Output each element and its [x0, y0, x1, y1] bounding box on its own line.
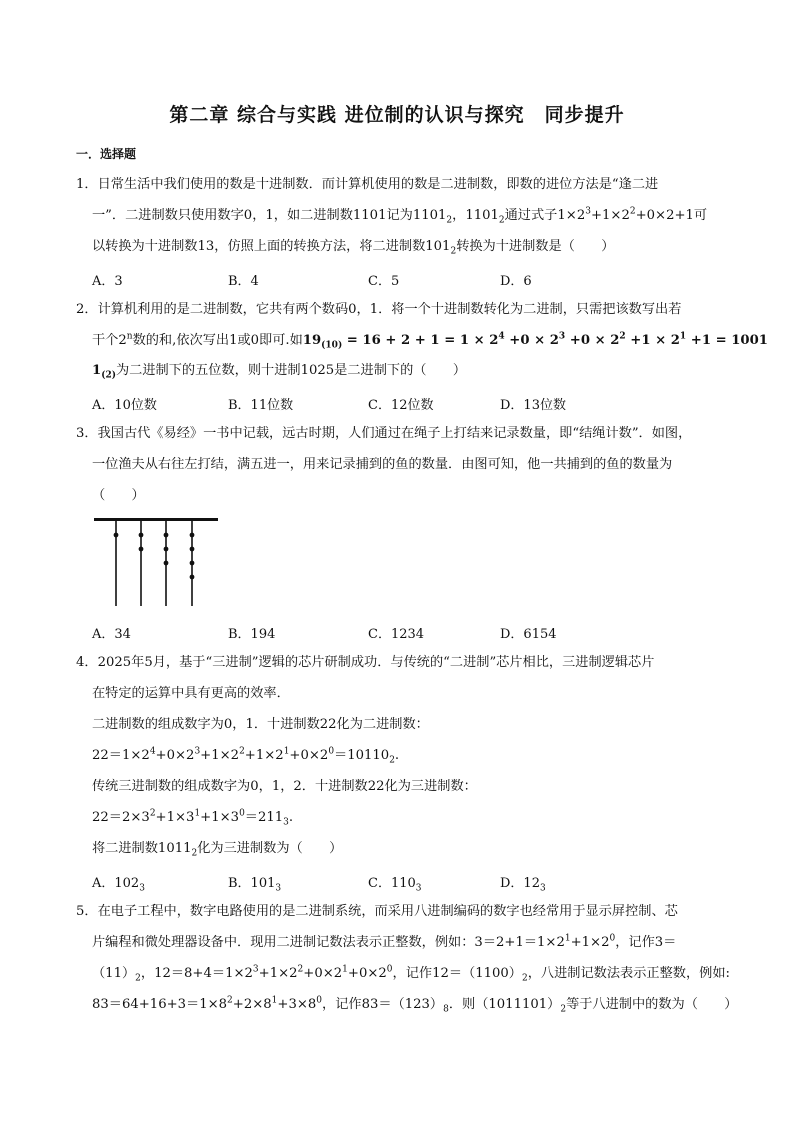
- rope-knot: [164, 561, 169, 566]
- q3-line-3: （ ）: [92, 488, 145, 503]
- q5-line-4: $83=64+16+3=1\times 8^2+2\times 8^1+3\times 8^0$，记作$83=(123)_8$．则$(1011101)_2$等于八进制中的数为（ ）: [92, 995, 738, 1015]
- rope-knot: [139, 533, 144, 538]
- q5-line-3: $(11)_2$，$12=8+4=1\times 2^3+1\times 2^2+0\times 2^1+0\times 2^0$，记作$12=(1100)_2$，八进制记数法表示正整数，例如:: [92, 964, 730, 984]
- q2-line-2: 干个2$^n$数的和,依次写出1或0即可.如$19_{(10)} = 16 + 2 + 1 = 1 \times 2^4 +0 \times 2^3 +0 \times 2^2 +1 \times 2^1 +1 = 1001$: [92, 331, 768, 351]
- q1-option-b[interactable]: B．4: [228, 274, 259, 289]
- knot-rope-figure: [94, 516, 220, 608]
- q4-line-2: 在特定的运算中具有更高的效率．: [92, 686, 290, 701]
- rope-knot: [190, 547, 195, 552]
- q1-option-d[interactable]: D．6: [500, 274, 532, 289]
- q2-line-1: 2．计算机利用的是二进制数，它共有两个数码0，1．将一个十进制数转化为二进制，只需把该数写出若: [76, 302, 682, 317]
- q1-option-c[interactable]: C．5: [368, 274, 400, 289]
- rope-knot: [164, 547, 169, 552]
- page-title: 第二章 综合与实践 进位制的认识与探究 同步提升: [169, 104, 625, 126]
- rope-knot: [190, 575, 195, 580]
- q4-option-b[interactable]: B．$101_3$: [228, 876, 282, 894]
- q4-option-c[interactable]: C．$110_3$: [368, 876, 422, 894]
- q4-option-a[interactable]: A．$102_3$: [92, 876, 145, 894]
- q5-line-1: 5．在电子工程中，数字电路使用的是二进制系统，而采用八进制编码的数字也经常用于显示屏控制、芯: [76, 904, 678, 919]
- q3-option-d[interactable]: D．6154: [500, 627, 557, 642]
- q2-option-d[interactable]: D．13位数: [500, 398, 566, 413]
- q3-line-2: 一位渔夫从右往左打结，满五进一，用来记录捕到的鱼的数量．由图可知，他一共捕到的鱼的数量为: [92, 457, 673, 472]
- q4-line-3: 二进制数的组成数字为0，1．十进制数22化为二进制数：: [92, 717, 429, 732]
- q5-line-2: 片编程和微处理器设备中．现用二进制记数法表示正整数，例如：$3=2+1=1\times 2^1+1\times 2^0$，记作3＝: [92, 933, 677, 950]
- q2-line-3: $1_{(2)}$为二进制下的五位数，则十进制1025是二进制下的（ ）: [92, 363, 467, 381]
- q1-line-2: 一”．二进制数只使用数字0，1，如二进制数1101记为$1101_2$，$1101_2$通过式子$1\times 2^3+1\times 2^2+0\times 2+1$可: [92, 206, 708, 226]
- q1-option-a[interactable]: A．3: [92, 274, 123, 289]
- q4-line-5: 传统三进制数的组成数字为0，1，2．十进制数22化为三进制数：: [92, 779, 477, 794]
- rope-knot: [164, 533, 169, 538]
- q3-option-b[interactable]: B．194: [228, 627, 276, 642]
- q4-line-7: 将二进制数$1011_2$化为三进制数为（ ）: [92, 841, 343, 859]
- rope-knot: [139, 547, 144, 552]
- rope-knot: [190, 533, 195, 538]
- top-rope: [94, 518, 218, 521]
- q4-line-4: $22=1\times 2^4+0\times 2^3+1\times 2^2+1\times 2^1+0\times 2^0=10110_2$.: [92, 746, 400, 766]
- q1-line-1: 1．日常生活中我们使用的数是十进制数．而计算机使用的数是二进制数，即数的进位方法是“逢二进: [76, 177, 659, 192]
- q4-line-6: $22=2\times 3^2+1\times 3^1+1\times 3^0=211_3$.: [92, 808, 294, 828]
- section-heading: 一．选择题: [76, 147, 137, 161]
- rope-knot: [114, 533, 119, 538]
- rope-knot: [190, 561, 195, 566]
- q2-option-a[interactable]: A．10位数: [92, 398, 157, 413]
- q3-option-a[interactable]: A．34: [92, 627, 131, 642]
- q4-option-d[interactable]: D．$12_3$: [500, 876, 546, 894]
- q2-option-c[interactable]: C．12位数: [368, 398, 434, 413]
- q1-line-3: 以转换为十进制数13，仿照上面的转换方法，将二进制数$101_2$转换为十进制数是（ ）: [92, 239, 615, 257]
- q2-option-b[interactable]: B．11位数: [228, 398, 294, 413]
- q4-line-1: 4．2025年5月，基于“三进制”逻辑的芯片研制成功．与传统的“二进制”芯片相比，三进制逻辑芯片: [76, 655, 655, 670]
- q3-line-1: 3．我国古代《易经》一书中记载，远古时期，人们通过在绳子上打结来记录数量，即“结绳计数”．如图，: [76, 426, 692, 441]
- q3-option-c[interactable]: C．1234: [368, 627, 425, 642]
